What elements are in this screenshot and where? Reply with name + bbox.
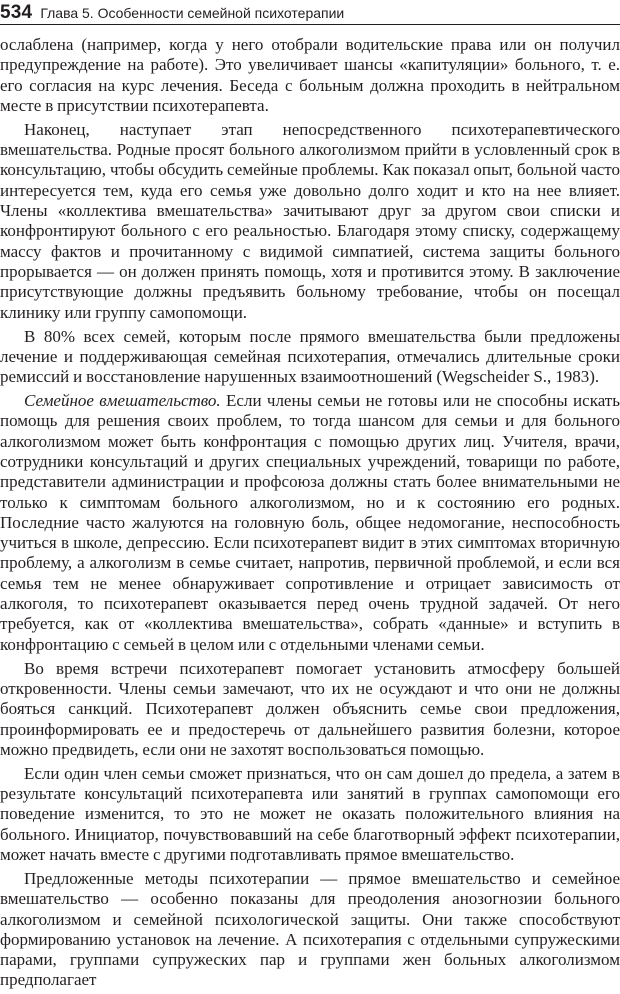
chapter-title: Глава 5. Особенности семейной психотерапии — [40, 5, 345, 21]
paragraph-statistics: В 80% всех семей, которым после прямого вмешательства были предложены лечение и поддерживающая семейная психотерапия, отмечались длительные сроки ремиссий и восстановление нарушенных взаимоотношений (Wegscheider S., 1983). — [0, 326, 620, 387]
paragraph-meeting: Во время встречи психотерапевт помогает установить атмосферу большей откровенности. Члены семьи замечают, что их не осуждают и что они не должны бояться санкций. Психотерапевт должен объяснить семье свои предложения, проинформировать ее и предостеречь от дальнейшего развития болезни, которое можно предвидеть, если они не захотят воспользоваться помощью. — [0, 658, 620, 759]
paragraph-family-intervention-text: Если члены семьи не готовы или не способны искать помощь для решения своих проблем, то тогда шансом для семьи и для больного алкоголизмом может быть конфронтация с помощью других лиц. Учителя, врачи, сотрудники консультаций и других специальных учреждений, товарищи по работе, представители администрации и профсоюза должны стать более внимательными не только к симптомам больного алкоголизмом, но и к состоянию его родных. Последние часто жалуются на головную боль, общее недомогание, неспособность учиться в школе, депрессию. Если психотерапевт видит в этих симптомах вторичную проблему, а алкоголизм в семье считает, напротив, первичной проблемой, и если вся семья тем не менее обнаруживает сопротивление и отрицает зависимость от алкоголя, то психотерапевт оказывается перед очень трудной задачей. От него требуется, как от «коллектива вмешательства», собрать «данные» и вступить в конфронтацию с семьей в целом или с отдельными членами семьи. — [0, 391, 620, 654]
run-in-heading: Семейное вмешательство. — [24, 391, 221, 411]
running-head — [0, 2, 620, 25]
paragraph-continuation: ослаблена (например, когда у него отобрали водительские права или он получил предупреждение на работе). Это увеличивает шансы «капитуляции» больного, т. е. его согласия на курс лечения. Беседа с больным должна проходить в нейтральном месте в присутствии психотерапевта. — [0, 35, 620, 115]
paragraph-intervention-stage: Наконец, наступает этап непосредственного психотерапевтического вмешательства. Родные просят больного алкоголизмом прийти в условленный срок в консультацию, чтобы обсудить семейные проблемы. Как показал опыт, больной часто интересуется тем, куда его семья уже довольно долго ходит и кто на нее влияет. Члены «коллектива вмешательства» зачитывают друг за другом свои списки и конфронтируют больного с его реальностью. Благодаря этому списку, содержащему массу фактов и прочитанному с видимой симпатией, система защиты больного прорывается — он должен принять помощь, хотя и противится этому. В заключение присутствующие должны предъявить больному требование, чтобы он посещал клинику или группу самопомощи. — [0, 119, 620, 322]
page-number: 534 — [0, 2, 33, 23]
paragraph-family-member: Если один член семьи сможет признаться, что он сам дошел до предела, а затем в результате консультаций психотерапевта или занятий в группах самопомощи его поведение изменится, то это не может не оказать положительного влияния на больного. Инициатор, почувствовавший на себе благотворный эффект психотерапии, может начать вместе с другими подготавливать прямое вмешательство. — [0, 763, 620, 865]
body-text — [0, 35, 620, 994]
paragraph-methods: Предложенные методы психотерапии — прямое вмешательство и семейное вмешательство — особенно показаны для преодоления анозогнозии больного алкоголизмом и семейной психологической защиты. Они также способствуют формированию установок на лечение. А психотерапия с отдельными супружескими парами, группами супружеских пар и группами жен больных алкоголизмом предполагает — [0, 869, 620, 990]
paragraph-family-intervention — [0, 391, 620, 655]
